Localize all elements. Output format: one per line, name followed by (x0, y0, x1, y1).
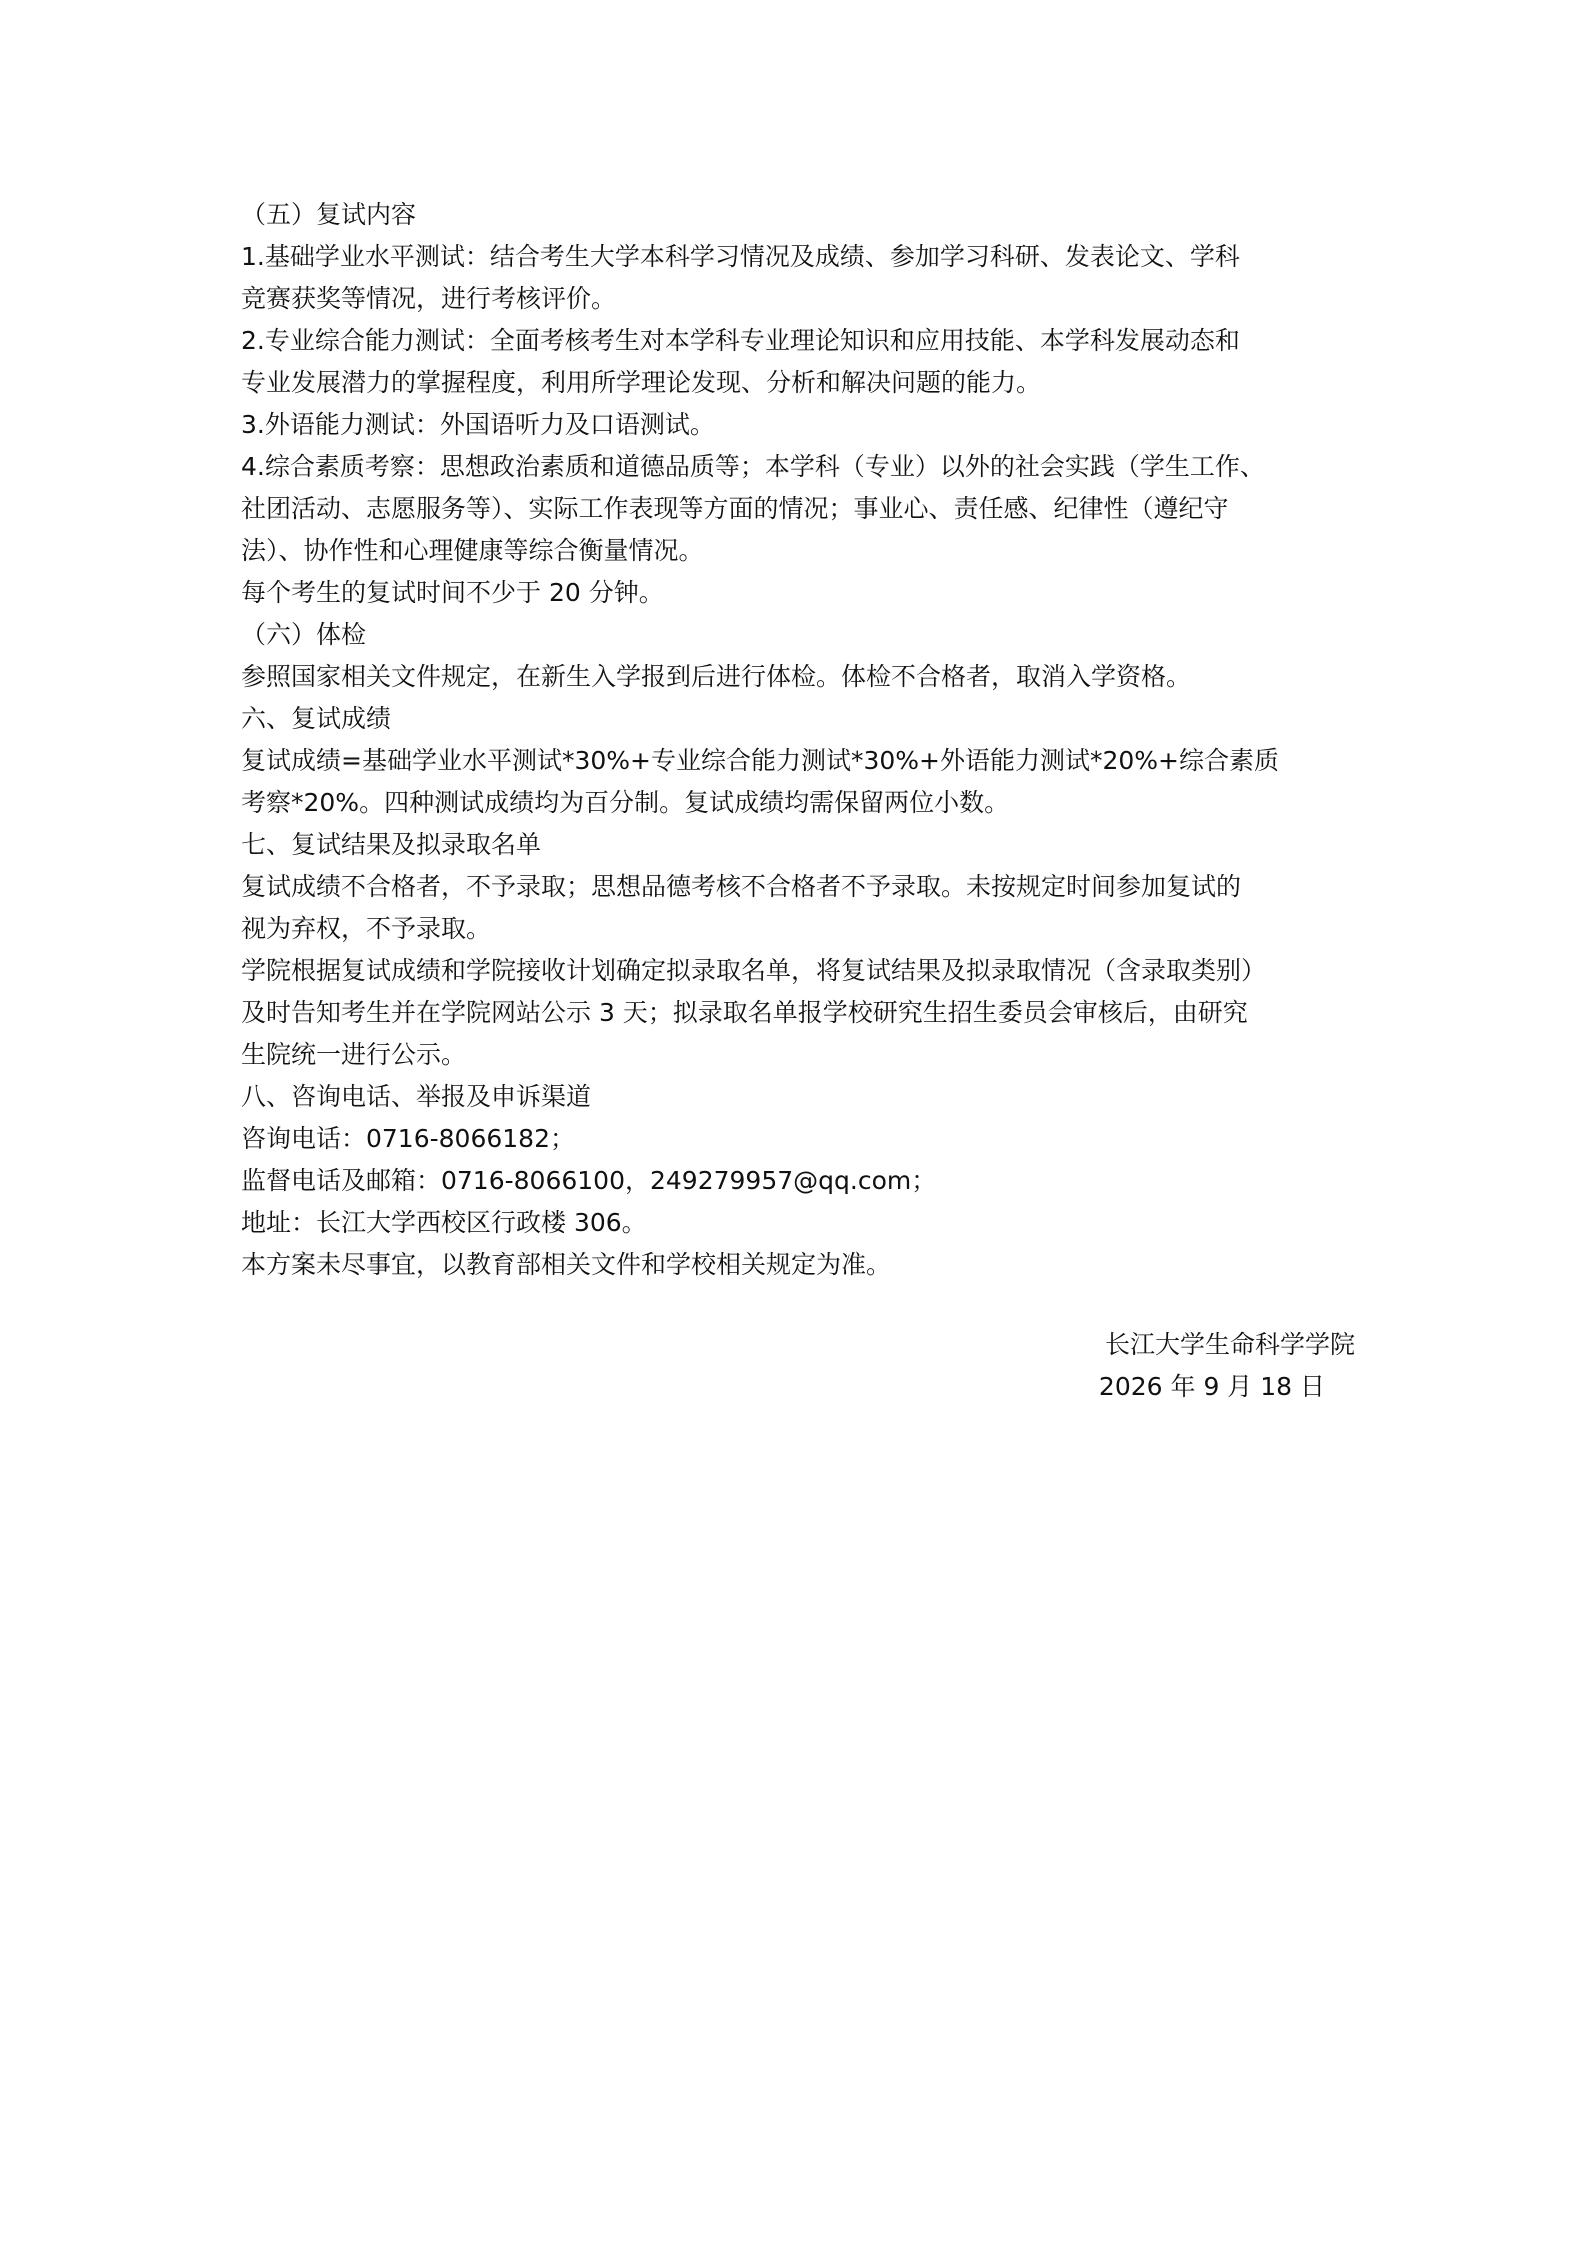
supervision-phone-email: 监督电话及邮箱：0716-8066100，249279957@qq.com； (241, 1166, 937, 1195)
signature-organization: 长江大学生命科学学院 (1104, 1330, 1355, 1359)
closing-note: 本方案未尽事宜，以教育部相关文件和学校相关规定为准。 (241, 1250, 892, 1279)
section-heading-retest-score: 六、复试成绩 (241, 704, 392, 733)
signature-block (1099, 1324, 1355, 1408)
paragraph-line: 视为弃权，不予录取。 (241, 914, 492, 943)
signature-date: 2026 年 9 月 18 日 (1098, 1372, 1325, 1401)
paragraph-line: 参照国家相关文件规定，在新生入学报到后进行体检。体检不合格者，取消入学资格。 (241, 662, 1192, 691)
paragraph-line: 每个考生的复试时间不少于 20 分钟。 (241, 578, 664, 607)
paragraph-line: 复试成绩不合格者，不予录取；思想品德考核不合格者不予录取。未按规定时间参加复试的 (241, 872, 1242, 901)
paragraph-line: 社团活动、志愿服务等）、实际工作表现等方面的情况；事业心、责任感、纪律性（遵纪守 (241, 494, 1229, 523)
address: 地址：长江大学西校区行政楼 306。 (241, 1208, 647, 1237)
section-heading-retest-content: （五）复试内容 (241, 200, 417, 229)
paragraph-line: 生院统一进行公示。 (241, 1040, 467, 1069)
contact-phone: 咨询电话：0716-8066182； (241, 1124, 575, 1153)
paragraph-line: 4.综合素质考察：思想政治素质和道德品质等；本学科（专业）以外的社会实践（学生工作、 (241, 452, 1265, 481)
paragraph-line: 1.基础学业水平测试：结合考生大学本科学习情况及成绩、参加学习科研、发表论文、学科 (241, 242, 1240, 271)
paragraph-line: 专业发展潜力的掌握程度，利用所学理论发现、分析和解决问题的能力。 (241, 368, 1042, 397)
paragraph-line: 考察*20%。四种测试成绩均为百分制。复试成绩均需保留两位小数。 (241, 788, 1010, 817)
section-heading-contact: 八、咨询电话、举报及申诉渠道 (241, 1082, 592, 1111)
section-heading-physical-exam: （六）体检 (241, 620, 367, 649)
paragraph-line: 及时告知考生并在学院网站公示 3 天；拟录取名单报学校研究生招生委员会审核后，由研究 (241, 998, 1248, 1027)
paragraph-line: 3.外语能力测试：外国语听力及口语测试。 (241, 410, 715, 439)
paragraph-line: 法）、协作性和心理健康等综合衡量情况。 (241, 536, 704, 565)
paragraph-line: 学院根据复试成绩和学院接收计划确定拟录取名单，将复试结果及拟录取情况（含录取类别） (241, 956, 1267, 985)
document-body (241, 194, 1357, 1286)
section-heading-results-admission: 七、复试结果及拟录取名单 (241, 830, 542, 859)
paragraph-line: 竞赛获奖等情况，进行考核评价。 (241, 284, 617, 313)
paragraph-line: 2.专业综合能力测试：全面考核考生对本学科专业理论知识和应用技能、本学科发展动态和 (241, 326, 1240, 355)
paragraph-line: 复试成绩=基础学业水平测试*30%+专业综合能力测试*30%+外语能力测试*20%+综合素质 (241, 746, 1279, 775)
